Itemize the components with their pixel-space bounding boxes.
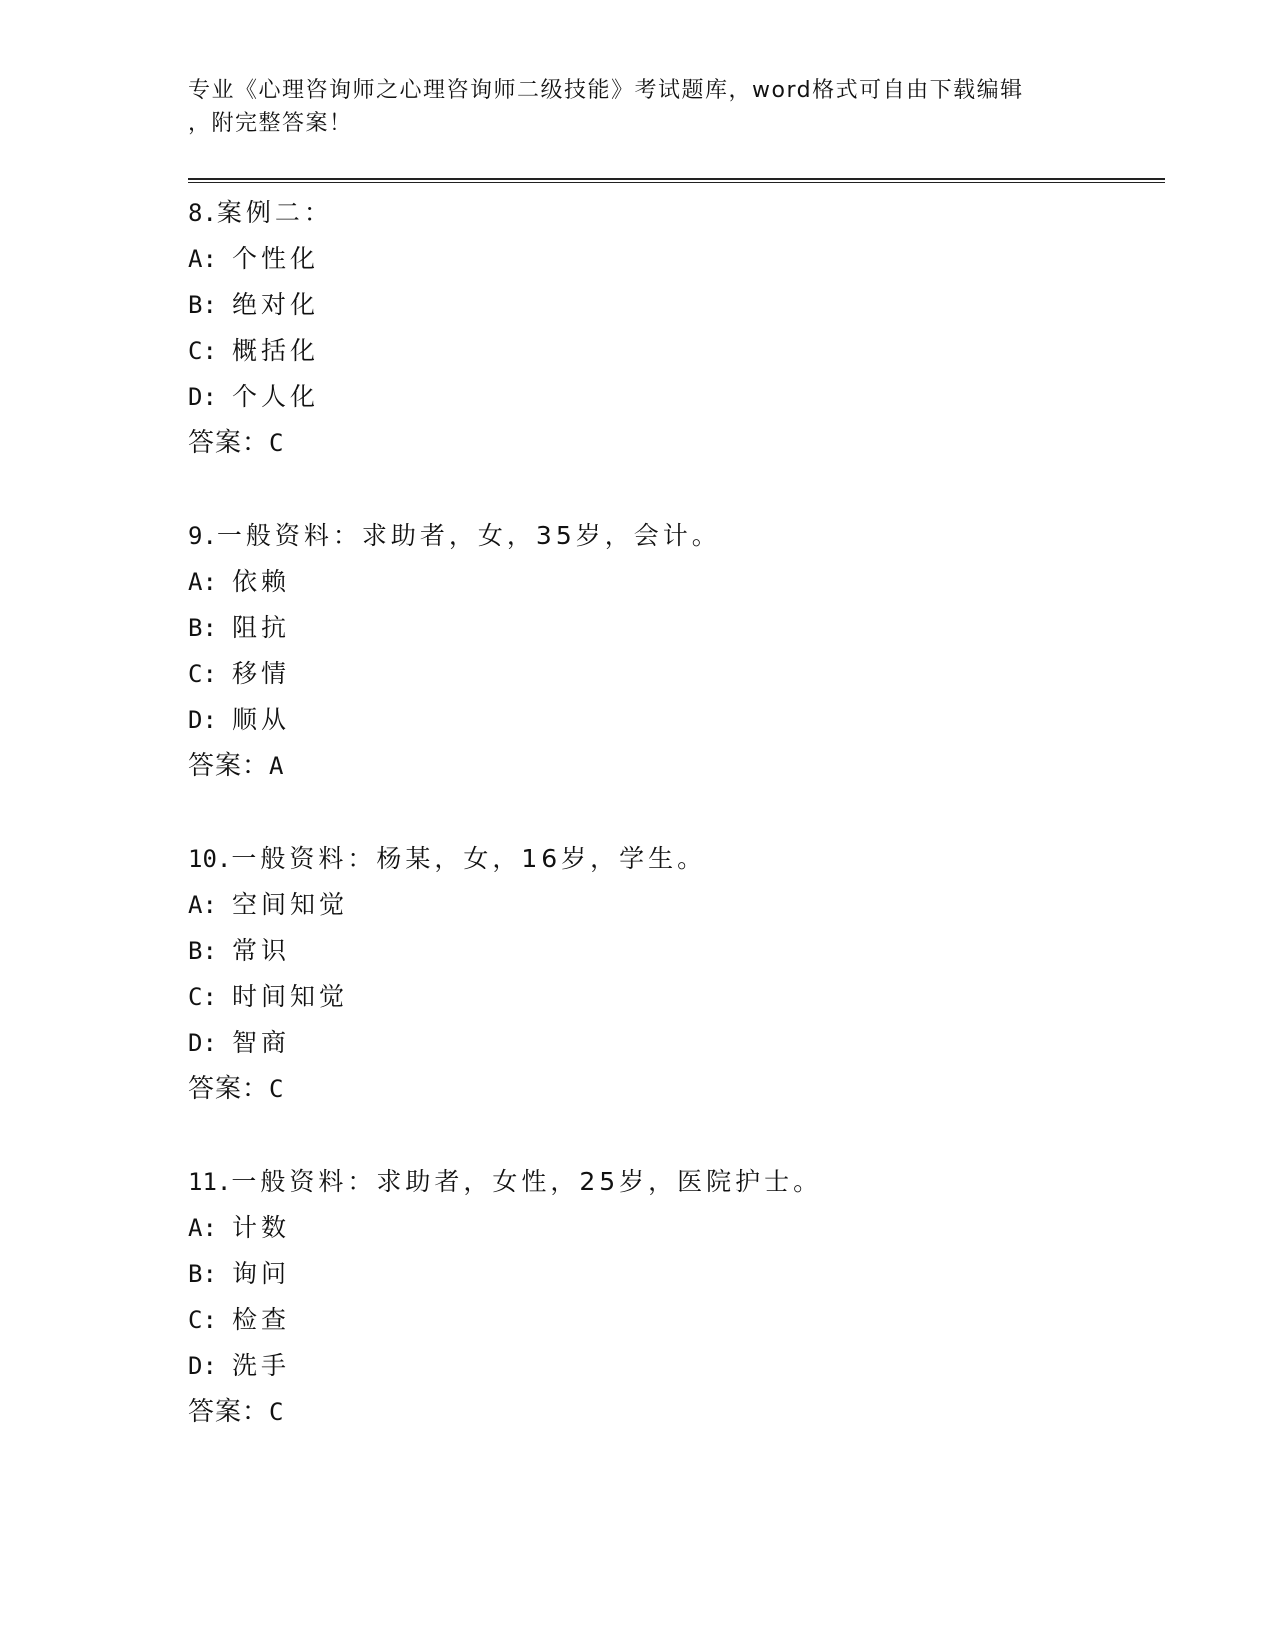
option-text: 智商 bbox=[232, 1028, 291, 1057]
option-text: 计数 bbox=[232, 1213, 291, 1242]
document-header bbox=[188, 74, 1088, 140]
answer-line bbox=[188, 743, 1168, 789]
option-letter: C: bbox=[188, 660, 217, 688]
option-c bbox=[188, 328, 1168, 374]
option-text: 常识 bbox=[232, 936, 291, 965]
question-number: 9. bbox=[188, 522, 217, 550]
option-text: 绝对化 bbox=[232, 290, 320, 319]
option-text: 移情 bbox=[232, 659, 291, 688]
option-letter: B: bbox=[188, 291, 217, 319]
option-letter: A: bbox=[188, 891, 217, 919]
option-letter: B: bbox=[188, 1260, 217, 1288]
option-letter: A: bbox=[188, 568, 217, 596]
option-letter: D: bbox=[188, 383, 217, 411]
option-d bbox=[188, 374, 1168, 420]
option-a bbox=[188, 882, 1168, 928]
question-stem bbox=[188, 836, 1168, 882]
question-number: 11. bbox=[188, 1168, 232, 1196]
option-letter: C: bbox=[188, 1306, 217, 1334]
answer-line bbox=[188, 1389, 1168, 1435]
answer-line bbox=[188, 420, 1168, 466]
answer-value: C bbox=[269, 429, 285, 457]
option-a bbox=[188, 1205, 1168, 1251]
question-stem bbox=[188, 1159, 1168, 1205]
option-b bbox=[188, 282, 1168, 328]
question-stem bbox=[188, 190, 1168, 236]
question-text: 案例二： bbox=[216, 198, 333, 227]
question-8 bbox=[188, 190, 1168, 466]
header-line-2: ，附完整答案！ bbox=[188, 111, 353, 136]
option-text: 时间知觉 bbox=[232, 982, 349, 1011]
option-text: 检查 bbox=[232, 1305, 291, 1334]
answer-line bbox=[188, 1066, 1168, 1112]
answer-label: 答案： bbox=[188, 1074, 270, 1104]
question-stem bbox=[188, 513, 1168, 559]
header-divider bbox=[188, 178, 1165, 183]
question-text: 一般资料：求助者，女，35岁，会计。 bbox=[216, 521, 721, 550]
option-c bbox=[188, 651, 1168, 697]
header-line-1: 专业《心理咨询师之心理咨询师二级技能》考试题库，word格式可自由下载编辑 bbox=[188, 78, 1024, 103]
option-letter: B: bbox=[188, 937, 217, 965]
question-number: 10. bbox=[188, 845, 232, 873]
option-c bbox=[188, 974, 1168, 1020]
question-list bbox=[188, 190, 1168, 1482]
option-a bbox=[188, 236, 1168, 282]
option-text: 个性化 bbox=[232, 244, 320, 273]
option-d bbox=[188, 1343, 1168, 1389]
question-10 bbox=[188, 836, 1168, 1112]
option-c bbox=[188, 1297, 1168, 1343]
option-text: 个人化 bbox=[232, 382, 320, 411]
option-text: 顺从 bbox=[232, 705, 291, 734]
question-9 bbox=[188, 513, 1168, 789]
answer-value: C bbox=[269, 1075, 285, 1103]
option-text: 概括化 bbox=[232, 336, 320, 365]
option-text: 询问 bbox=[232, 1259, 291, 1288]
option-text: 洗手 bbox=[232, 1351, 291, 1380]
option-letter: A: bbox=[188, 1214, 217, 1242]
answer-label: 答案： bbox=[188, 751, 270, 781]
option-text: 空间知觉 bbox=[232, 890, 349, 919]
option-letter: D: bbox=[188, 1352, 217, 1380]
option-letter: C: bbox=[188, 983, 217, 1011]
option-b bbox=[188, 605, 1168, 651]
option-letter: A: bbox=[188, 245, 217, 273]
option-letter: C: bbox=[188, 337, 217, 365]
question-number: 8. bbox=[188, 199, 217, 227]
answer-value: A bbox=[269, 752, 285, 780]
question-text: 一般资料：求助者，女性，25岁，医院护士。 bbox=[231, 1167, 823, 1196]
option-d bbox=[188, 1020, 1168, 1066]
option-text: 阻抗 bbox=[232, 613, 291, 642]
option-letter: B: bbox=[188, 614, 217, 642]
option-a bbox=[188, 559, 1168, 605]
question-text: 一般资料：杨某，女，16岁，学生。 bbox=[231, 844, 707, 873]
answer-label: 答案： bbox=[188, 1397, 270, 1427]
answer-value: C bbox=[269, 1398, 285, 1426]
option-letter: D: bbox=[188, 706, 217, 734]
option-letter: D: bbox=[188, 1029, 217, 1057]
question-11 bbox=[188, 1159, 1168, 1435]
option-text: 依赖 bbox=[232, 567, 291, 596]
answer-label: 答案： bbox=[188, 428, 270, 458]
option-b bbox=[188, 1251, 1168, 1297]
option-b bbox=[188, 928, 1168, 974]
option-d bbox=[188, 697, 1168, 743]
